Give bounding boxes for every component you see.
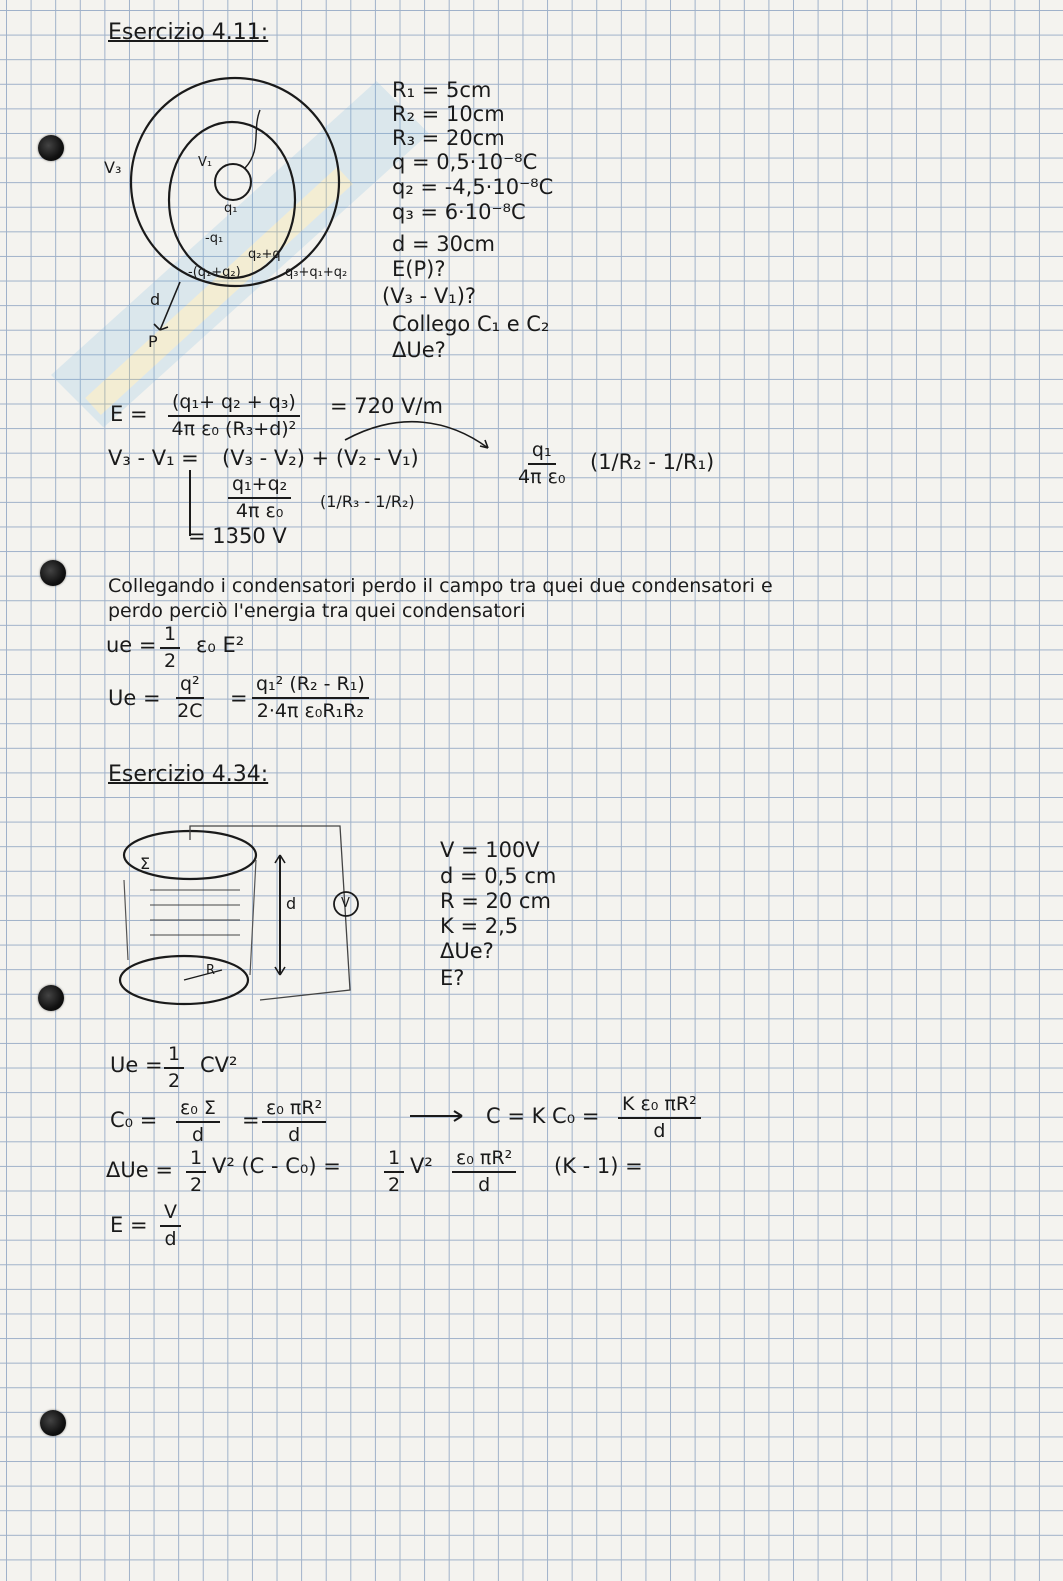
v-split: (V₃ - V₂) + (V₂ - V₁) bbox=[222, 446, 419, 470]
label-r: R bbox=[206, 963, 216, 978]
ex2-ue-lhs: Ue = bbox=[110, 1053, 163, 1077]
c-frac bbox=[618, 1094, 701, 1142]
ex2-ue-rhs: CV² bbox=[200, 1053, 238, 1077]
du-lhs: ΔUe = bbox=[106, 1158, 173, 1182]
c0-lhs: C₀ = bbox=[110, 1108, 158, 1132]
e-denominator: 4π ε₀ (R₃+d)² bbox=[171, 417, 297, 440]
label-minus-q1: -q₁ bbox=[205, 231, 224, 246]
du-end: (K - 1) = bbox=[554, 1154, 643, 1178]
c-frac-num: K ε₀ πR² bbox=[618, 1094, 701, 1119]
du-mid: V² (C - C₀) = bbox=[212, 1154, 341, 1178]
du-frac3-den: d bbox=[478, 1173, 491, 1196]
du-frac3 bbox=[452, 1148, 516, 1196]
Ue-frac2-num: q₁² (R₂ - R₁) bbox=[252, 674, 369, 699]
given2-3: K = 2,5 bbox=[440, 914, 519, 938]
v-frac1-num: q₁+q₂ bbox=[228, 474, 291, 499]
Ue-frac1-den: 2C bbox=[177, 699, 203, 722]
given2-2: R = 20 cm bbox=[440, 889, 551, 913]
v-result: = 1350 V bbox=[188, 524, 287, 548]
du-frac2 bbox=[384, 1148, 404, 1196]
ex2-e-frac-num: V bbox=[160, 1202, 181, 1227]
v-frac1-den: 4π ε₀ bbox=[235, 499, 284, 522]
given2-0: V = 100V bbox=[440, 838, 540, 862]
v-frac2-den: 4π ε₀ bbox=[518, 465, 566, 488]
given-3: q = 0,5·10⁻⁸C bbox=[392, 150, 538, 174]
e-lhs: E = bbox=[110, 402, 148, 426]
Ue-lhs: Ue = bbox=[108, 686, 161, 710]
du-frac2-den: 2 bbox=[388, 1173, 401, 1196]
label-v3: V₃ bbox=[104, 158, 122, 177]
du-frac1-num: 1 bbox=[186, 1148, 206, 1173]
given-1: R₂ = 10cm bbox=[392, 102, 505, 126]
given-8: (V₃ - V₁)? bbox=[382, 284, 477, 308]
v-paren1: (1/R₃ - 1/R₂) bbox=[320, 492, 415, 511]
label-d2: d bbox=[286, 894, 297, 913]
c-frac-den: d bbox=[653, 1119, 666, 1142]
ue-frac-den: 2 bbox=[164, 649, 177, 672]
exercise-2-title: Esercizio 4.34: bbox=[108, 762, 269, 787]
given-5: q₃ = 6·10⁻⁸C bbox=[392, 200, 526, 224]
label-minus-q1q2: -(q₁+q₂) bbox=[188, 265, 241, 280]
given2-4: ΔUe? bbox=[440, 939, 494, 963]
label-q2q1: q₂+q bbox=[248, 247, 281, 262]
label-p: P bbox=[148, 332, 158, 351]
Ue-eq: = bbox=[230, 686, 248, 710]
given2-1: d = 0,5 cm bbox=[440, 864, 557, 888]
label-q1: q₁ bbox=[224, 201, 238, 216]
given-0: R₁ = 5cm bbox=[392, 78, 492, 102]
given-7: E(P)? bbox=[392, 257, 446, 281]
exercise-1-title: Esercizio 4.11: bbox=[108, 20, 269, 45]
Ue-frac2-den: 2·4π ε₀R₁R₂ bbox=[256, 699, 364, 722]
label-q3q1q2: q₃+q₁+q₂ bbox=[285, 265, 348, 280]
e-result: = 720 V/m bbox=[330, 394, 443, 418]
e-numerator: (q₁+ q₂ + q₃) bbox=[168, 392, 300, 417]
du-frac3-num: ε₀ πR² bbox=[452, 1148, 516, 1173]
given-2: R₃ = 20cm bbox=[392, 126, 505, 150]
ue-frac-num: 1 bbox=[160, 624, 180, 649]
label-v1: V₁ bbox=[198, 155, 213, 170]
ue-lhs: ue = bbox=[106, 633, 157, 657]
label-d: d bbox=[150, 290, 161, 309]
du-v2: V² bbox=[410, 1154, 433, 1178]
Ue-frac1-num: q² bbox=[176, 674, 204, 699]
v-frac2-num: q₁ bbox=[528, 440, 556, 465]
ue-rhs: ε₀ E² bbox=[196, 633, 245, 657]
v-lhs: V₃ - V₁ = bbox=[108, 446, 199, 470]
c-lhs: C = K C₀ = bbox=[486, 1104, 600, 1128]
label-sigma: Σ bbox=[140, 854, 151, 873]
c0-frac2-num: ε₀ πR² bbox=[262, 1098, 326, 1123]
given2-5: E? bbox=[440, 966, 465, 990]
label-v-meter: V bbox=[341, 896, 350, 911]
ex2-e-lhs: E = bbox=[110, 1213, 148, 1237]
ex2-ue-frac-den: 2 bbox=[168, 1069, 181, 1092]
text-line-2: perdo perciò l'energia tra quei condensatori bbox=[108, 600, 526, 622]
given-6: d = 30cm bbox=[392, 232, 496, 256]
c0-frac2-den: d bbox=[288, 1123, 301, 1146]
given-4: q₂ = -4,5·10⁻⁸C bbox=[392, 175, 554, 199]
du-frac1 bbox=[186, 1148, 206, 1196]
c0-frac1-num: ε₀ Σ bbox=[176, 1098, 220, 1123]
given-10: ΔUe? bbox=[392, 338, 446, 362]
du-frac2-num: 1 bbox=[384, 1148, 404, 1173]
ex2-e-frac bbox=[160, 1202, 181, 1250]
text-line-1: Collegando i condensatori perdo il campo tra quei due condensatori e bbox=[108, 575, 773, 597]
c0-frac1-den: d bbox=[191, 1123, 204, 1146]
v-paren2: (1/R₂ - 1/R₁) bbox=[590, 450, 715, 474]
c0-eq: = bbox=[242, 1108, 260, 1132]
ex2-e-frac-den: d bbox=[164, 1227, 177, 1250]
given-9: Collego C₁ e C₂ bbox=[392, 312, 550, 336]
ex2-ue-frac-num: 1 bbox=[164, 1044, 184, 1069]
du-frac1-den: 2 bbox=[190, 1173, 203, 1196]
